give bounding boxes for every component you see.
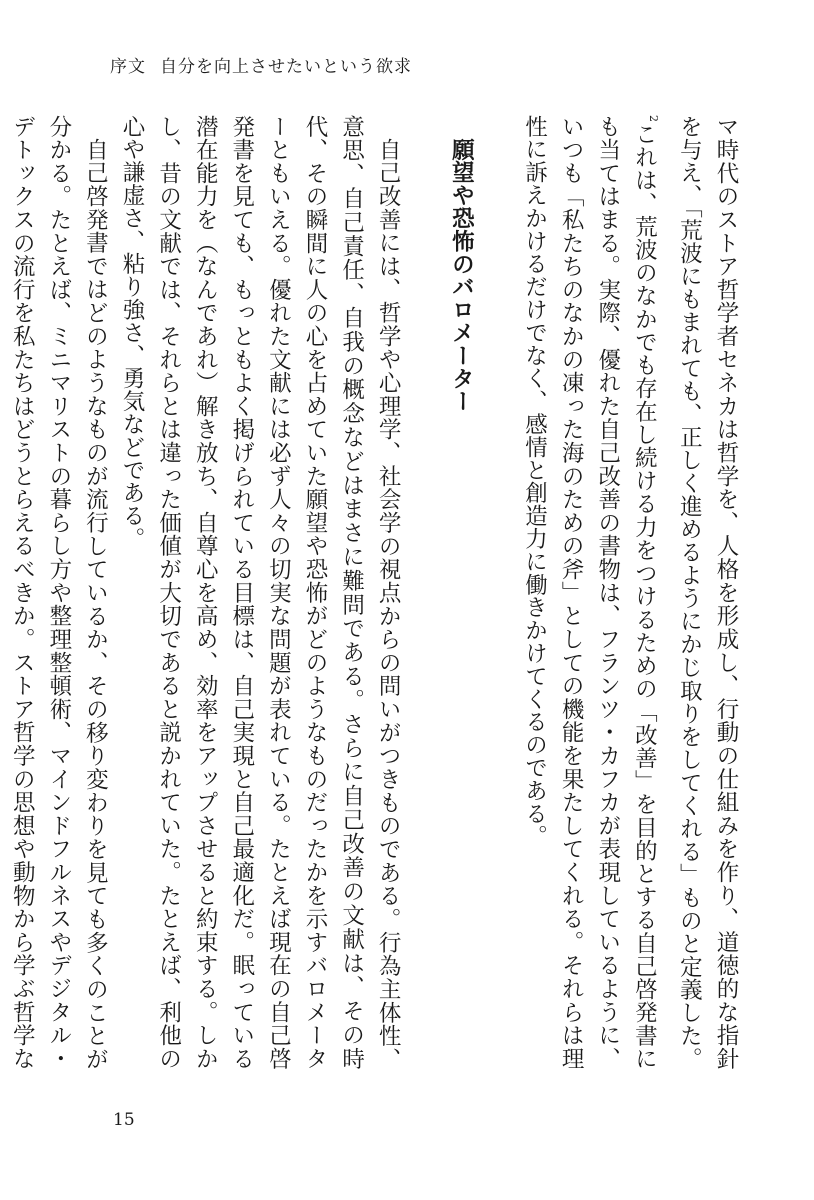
body-text (9, 115, 744, 1070)
paragraph-1-part-a: マ時代のストア哲学者セネカは哲学を、人格を形成し、行動の仕組みを作り、道徳的な指針を与え、「荒波にもまれても、正しく進めるようにかじ取りをしてくれる」ものと定義した。 (676, 115, 739, 1070)
note-reference: 2 (646, 115, 660, 123)
paragraph-3: 自己啓発書ではどのようなものが流行しているか、その移り変わりを見ても多くのことが分かる。たとえば、ミニマリストの暮らし方や整理整頓術、マインドフルネスやデジタル・デトックスの流行を私たちはどうとらえるべきか。ストア哲学の思想や動物から学ぶ哲学な (9, 115, 109, 1070)
page-number: 15 (113, 1110, 135, 1130)
running-header (110, 52, 412, 77)
paragraph-1-part-b: これは、荒波のなかでも存在し続ける力をつけるための「改善」を目的とする自己啓発書にも当てはまる。実際、優れた自己改善の書物は、フランツ・カフカが表現しているように、いつも「私たちのなかの凍った海のための斧」としての機能を果たしてくれる。それらは理性に訴えかけるだけでなく、感情と創造力に働きかけてくるのである。 (521, 115, 658, 1070)
paragraph-1 (516, 115, 744, 1070)
chapter-label: 序文 (110, 57, 146, 77)
section-heading: 願望や恐怖のバロメーター (448, 137, 475, 413)
paragraph-2: 自己改善には、哲学や心理学、社会学の視点からの問いがつきものである。行為主体性、意思、自己責任、自我の概念などはまさに難問である。さらに自己改善の文献は、その時代、その瞬間に人の心を占めていた願望や恐怖がどのようなものだったかを示すバロメーターともいえる。優れた文献には必ず人々の切実な問題が表れている。たとえば現在の自己啓発書を見ても、もっともよく掲げられている目標は、自己実現と自己最適化だ。眠っている潜在能力を（なんであれ）解き放ち、自尊心を高め、効率をアップさせると約束する。しかし、昔の文献では、それらとは違った価値が大切であると説かれていた。たとえば、利他の心や謙虚さ、粘り強さ、勇気などである。 (119, 115, 402, 1070)
chapter-title: 自分を向上させたいという欲求 (160, 57, 412, 77)
